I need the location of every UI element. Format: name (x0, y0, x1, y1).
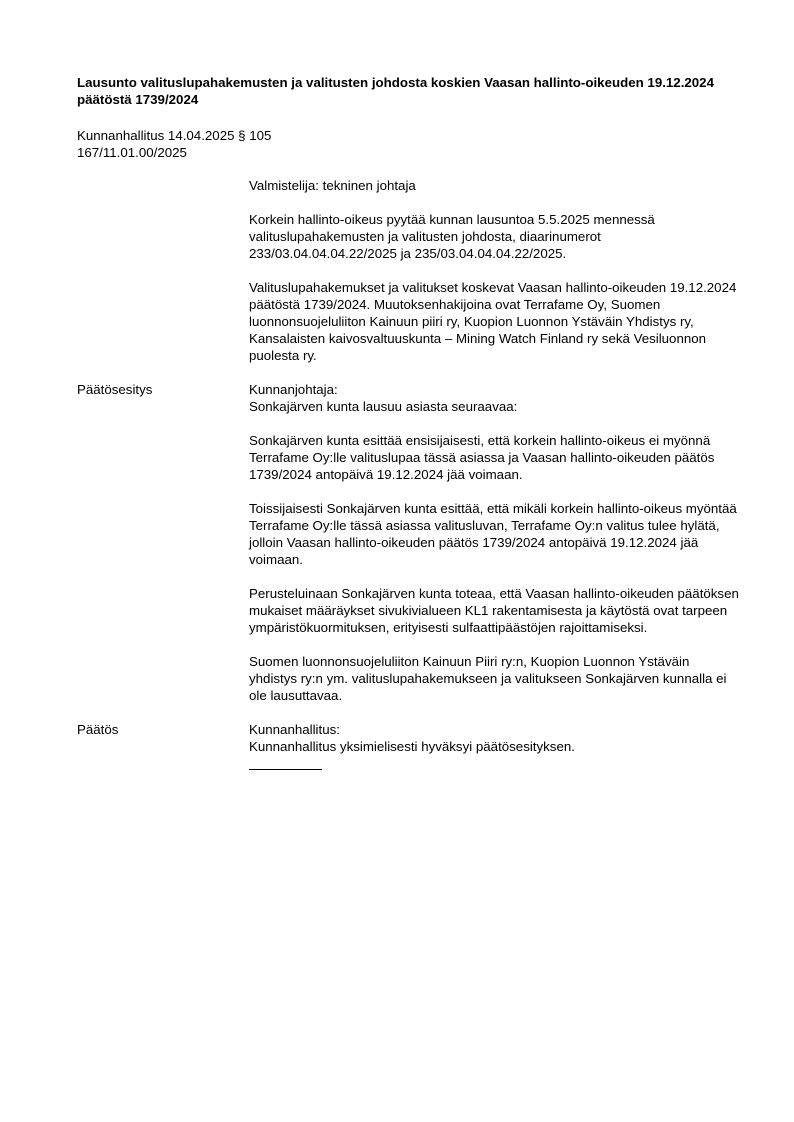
document-body (77, 177, 742, 770)
preparer-line: Valmistelija: tekninen johtaja (249, 178, 416, 193)
preparation-paragraph: Valituslupahakemukset ja valitukset koskevat Vaasan hallinto-oikeuden 19.12.2024 päätöstä 1739/2024. Muutoksenhakijoina ovat Terrafame Oy, Suomen luonnonsuojeluliiton Kainuun piiri ry, Kuopion Luonnon Ystäväin Yhdistys ry, Kansalaisten kaivosvaltuuskunta – Mining Watch Finland ry sekä Vesiluonnon puolesta ry. (249, 280, 737, 363)
proposal-text (249, 381, 739, 721)
document-title: Lausunto valituslupahakemusten ja valitusten johdosta koskien Vaasan hallinto-oikeuden 19.12.2024 päätöstä 1739/2024 (77, 75, 714, 107)
meeting-reference: Kunnanhallitus 14.04.2025 § 105 (77, 128, 272, 143)
preparation-paragraph: Korkein hallinto-oikeus pyytää kunnan lausuntoa 5.5.2025 mennessä valituslupahakemusten ja valitusten johdosta, diaarinumerot 233/03.04.04.04.22/2025 ja 235/03.04.04.04.22/2025. (249, 212, 655, 261)
proposal-label: Päätösesitys (77, 382, 153, 397)
signature-line (249, 755, 322, 770)
decision-text (249, 721, 739, 770)
proposal-speaker: Kunnanjohtaja: (249, 382, 338, 397)
proposal-section (77, 381, 742, 721)
proposal-paragraph: Perusteluinaan Sonkajärven kunta toteaa, että Vaasan hallinto-oikeuden päätöksen mukaiset määräykset sivukivialueen KL1 rakentamisesta ja käytöstä ovat tarpeen ympäristökuormituksen, erityisesti sulfaattipäästöjen rajoittamiseksi. (249, 586, 739, 635)
meeting-meta (77, 127, 377, 161)
preparation-section (77, 177, 742, 381)
preparation-text (249, 177, 739, 381)
proposal-paragraph: Toissijaisesti Sonkajärven kunta esittää, että mikäli korkein hallinto-oikeus myöntää Terrafame Oy:lle tässä asiassa valitusluvan, Terrafame Oy:n valitus tulee hylätä, jolloin Vaasan hallinto-oikeuden päätös 1739/2024 antopäivä 19.12.2024 jää voimaan. (249, 501, 737, 567)
proposal-paragraph: Sonkajärven kunta esittää ensisijaisesti, että korkein hallinto-oikeus ei myönnä Terrafame Oy:lle valituslupaa tässä asiassa ja Vaasan hallinto-oikeuden päätös 1739/2024 antopäivä 19.12.2024 jää voimaan. (249, 433, 715, 482)
proposal-paragraph: Suomen luonnonsuojeluliiton Kainuun Piiri ry:n, Kuopion Luonnon Ystäväin yhdistys ry:n ym. valituslupahakemukseen ja valitukseen Sonkajärven kunnalla ei ole lausuttavaa. (249, 654, 727, 703)
decision-label: Päätös (77, 722, 119, 737)
decision-speaker: Kunnanhallitus: (249, 722, 340, 737)
decision-statement: Kunnanhallitus yksimielisesti hyväksyi päätösesityksen. (249, 739, 575, 754)
preparation-label-col (77, 177, 249, 381)
record-number: 167/11.01.00/2025 (77, 145, 187, 160)
decision-section (77, 721, 742, 770)
proposal-intro: Sonkajärven kunta lausuu asiasta seuraavaa: (249, 399, 518, 414)
